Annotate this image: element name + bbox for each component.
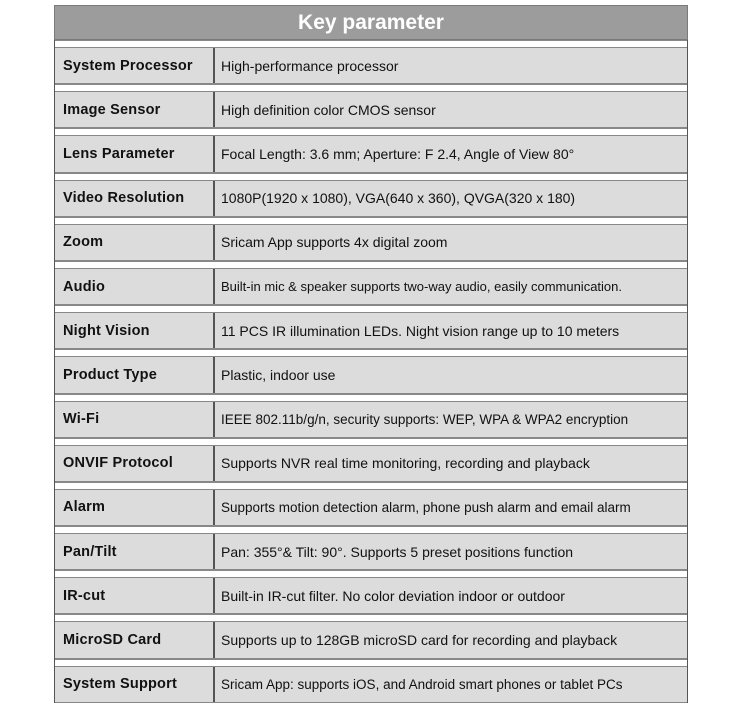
parameter-value: IEEE 802.11b/g/n, security supports: WEP, WPA & WPA2 encryption (221, 411, 629, 427)
parameter-label: ONVIF Protocol (55, 446, 215, 481)
table-row (55, 570, 687, 614)
parameter-value: 1080P(1920 x 1080), VGA(640 x 360), QVGA(320 x 180) (221, 190, 576, 207)
table-row (55, 614, 687, 658)
row-divider (55, 614, 687, 622)
parameter-value: Pan: 355°& Tilt: 90°. Supports 5 preset positions function (221, 543, 574, 560)
table-row (55, 482, 687, 526)
table-row (55, 128, 687, 172)
table-row (55, 261, 687, 305)
parameter-label: Video Resolution (55, 181, 215, 216)
row-divider (55, 349, 687, 357)
row-divider (55, 526, 687, 534)
row-divider (55, 570, 687, 578)
parameter-label: Zoom (55, 225, 215, 260)
table-row (55, 40, 687, 84)
table-row (55, 84, 687, 128)
row-divider (55, 217, 687, 225)
row-divider (55, 84, 687, 92)
parameter-value: Sricam App supports 4x digital zoom (221, 234, 448, 251)
parameter-label: System Support (55, 667, 215, 702)
row-divider (55, 305, 687, 313)
parameter-label: Pan/Tilt (55, 534, 215, 569)
table-row (55, 305, 687, 349)
parameter-sheet (54, 5, 688, 703)
parameter-value: Focal Length: 3.6 mm; Aperture: F 2.4, Angle of View 80° (221, 145, 575, 162)
sheet-title: Key parameter (54, 5, 688, 40)
parameter-value: Supports NVR real time monitoring, recording and playback (221, 455, 590, 472)
table-row (55, 173, 687, 217)
parameter-label: Lens Parameter (55, 136, 215, 171)
table-row (55, 349, 687, 393)
parameter-label: Alarm (55, 490, 215, 525)
row-divider (55, 659, 687, 667)
table-row (55, 394, 687, 438)
parameter-label: Wi-Fi (55, 402, 215, 437)
parameter-value: High-performance processor (221, 57, 399, 74)
parameter-label: Audio (55, 269, 215, 304)
row-divider (55, 128, 687, 136)
row-divider (55, 438, 687, 446)
table-row (55, 217, 687, 261)
parameter-label: Night Vision (55, 313, 215, 348)
parameter-value: High definition color CMOS sensor (221, 101, 436, 118)
parameter-value: Sricam App: supports iOS, and Android smart phones or tablet PCs (221, 676, 623, 692)
parameter-label: Product Type (55, 357, 215, 392)
parameter-value: 11 PCS IR illumination LEDs. Night vision range up to 10 meters (221, 322, 620, 339)
table-row (55, 438, 687, 482)
table-row (55, 526, 687, 570)
table-row (55, 659, 687, 703)
parameter-label: System Processor (55, 48, 215, 83)
parameter-value: Built-in IR-cut filter. No color deviation indoor or outdoor (221, 587, 565, 604)
row-divider (55, 261, 687, 269)
row-divider (55, 394, 687, 402)
parameter-value: Supports motion detection alarm, phone push alarm and email alarm (221, 499, 631, 515)
parameter-label: Image Sensor (55, 92, 215, 127)
parameter-value: Built-in mic & speaker supports two-way audio, easily communication. (221, 279, 623, 295)
parameter-value: Supports up to 128GB microSD card for recording and playback (221, 632, 618, 649)
parameter-value: Plastic, indoor use (221, 366, 336, 383)
parameter-label: MicroSD Card (55, 622, 215, 657)
parameter-label: IR-cut (55, 578, 215, 613)
row-divider (55, 40, 687, 48)
row-divider (55, 173, 687, 181)
parameter-table (54, 40, 688, 703)
row-divider (55, 482, 687, 490)
